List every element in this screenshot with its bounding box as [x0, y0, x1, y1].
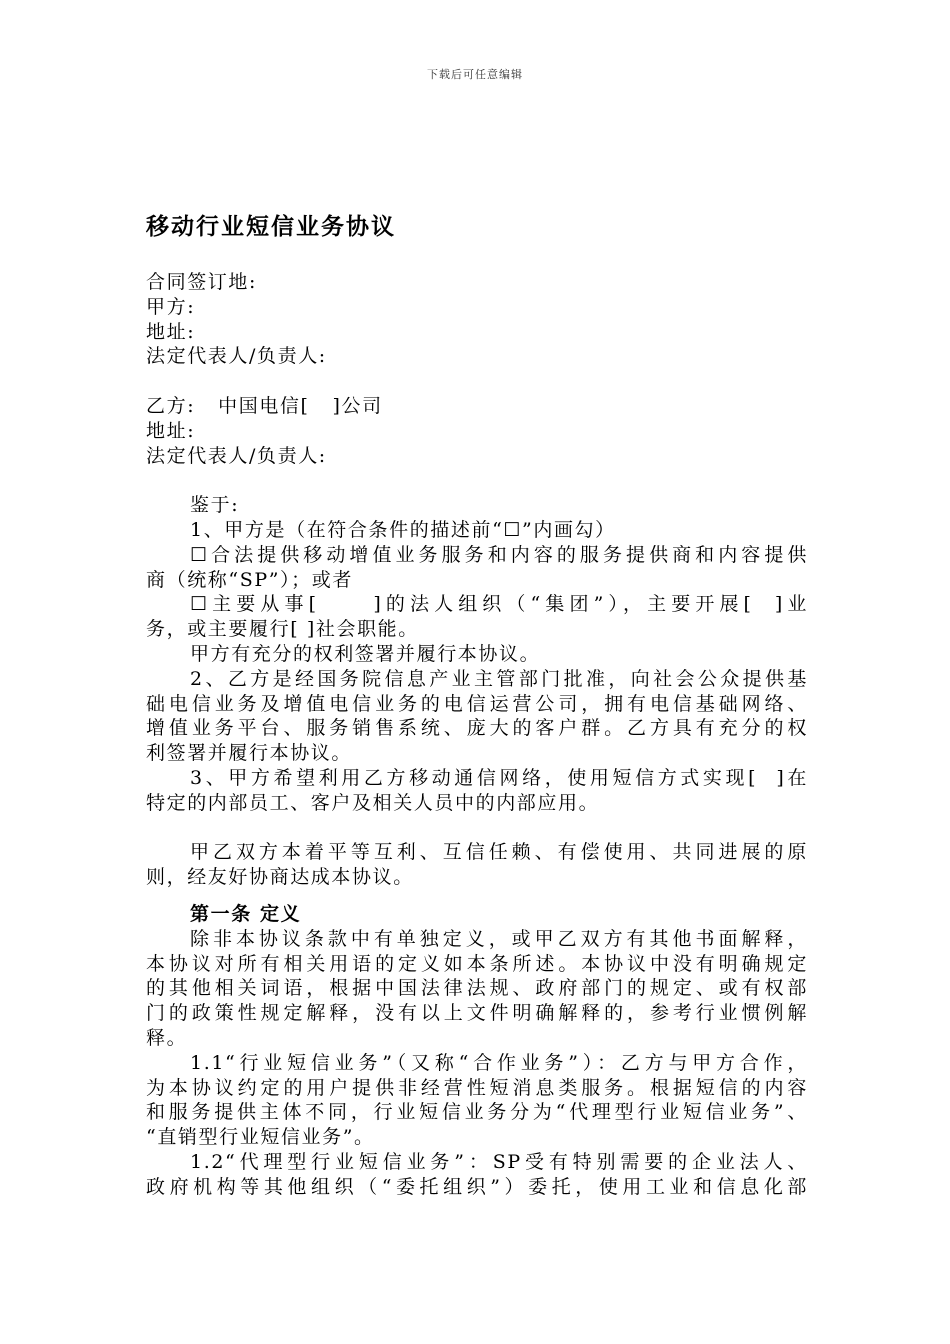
clause-line: 为本协议约定的用户提供非经营性短消息类服务。根据短信的内容 [146, 1076, 808, 1099]
recital-line: 特定的内部员工、客户及相关人员中的内部应用。 [146, 791, 600, 814]
party-b: 乙方: 中国电信[ ]公司 [146, 394, 383, 417]
recital-line: ☐主要从事[ ]的法人组织（“集团”），主要开展[ ]业 [190, 593, 808, 616]
contract-place: 合同签订地: [146, 271, 258, 293]
party-a: 甲方: [146, 295, 196, 318]
recital-line: 商（统称“SP”）；或者 [146, 568, 353, 591]
recital-line: 增值业务平台、服务销售系统、庞大的客户群。乙方具有充分的权 [146, 717, 808, 740]
party-b-address: 地址: [146, 419, 196, 442]
article-paragraph-line: 释。 [146, 1026, 188, 1049]
clause-line: 1.2“代理型行业短信业务”：SP受有特别需要的企业法人、 [190, 1150, 808, 1173]
party-b-representative: 法定代表人/负责人: [146, 444, 327, 467]
clause-line: 和服务提供主体不同，行业短信业务分为“代理型行业短信业务”、 [146, 1101, 808, 1124]
article-paragraph-line: 的其他相关词语，根据中国法律法规、政府部门的规定、或有权部 [146, 977, 808, 1000]
recital-line: 甲乙双方本着平等互利、互信任赖、有偿使用、共同进展的原 [190, 841, 808, 864]
article-heading: 第一条 定义 [190, 902, 302, 925]
clause-line: 政府机构等其他组织（“委托组织”）委托，使用工业和信息化部 [146, 1175, 808, 1198]
recital-line: 务，或主要履行[ ]社会职能。 [146, 618, 419, 641]
recitals-intro: 鉴于: [190, 494, 240, 517]
party-a-representative: 法定代表人/负责人: [146, 345, 327, 368]
recital-line: 2、乙方是经国务院信息产业主管部门批准，向社会公众提供基 [190, 667, 808, 690]
party-a-address: 地址: [146, 320, 196, 343]
recital-line: ☐合法提供移动增值业务服务和内容的服务提供商和内容提供 [190, 543, 808, 566]
article-paragraph-line: 除非本协议条款中有单独定义，或甲乙双方有其他书面解释， [190, 927, 808, 950]
recital-line: 3、甲方希望利用乙方移动通信网络，使用短信方式实现[ ]在 [190, 766, 808, 789]
recital-line: 1、甲方是（在符合条件的描述前“☐”内画勾） [190, 518, 616, 541]
page-header: 下载后可任意编辑 [427, 68, 523, 81]
clause-line: “直销型行业短信业务”。 [146, 1126, 375, 1149]
recital-line: 利签署并履行本协议。 [146, 742, 353, 765]
recital-line: 甲方有充分的权利签署并履行本协议。 [190, 642, 541, 665]
article-paragraph-line: 门的政策性规定解释，没有以上文件明确解释的，参考行业惯例解 [146, 1002, 808, 1025]
document-body [146, 270, 808, 1199]
clause-line: 1.1“行业短信业务”（又称“合作业务”）：乙方与甲方合作， [190, 1051, 808, 1074]
recital-line: 础电信业务及增值电信业务的电信运营公司，拥有电信基础网络、 [146, 692, 808, 715]
document-title: 移动行业短信业务协议 [146, 214, 396, 240]
article-paragraph-line: 本协议对所有相关用语的定义如本条所述。本协议中没有明确规定 [146, 952, 808, 975]
recital-line: 则，经友好协商达成本协议。 [146, 866, 414, 889]
